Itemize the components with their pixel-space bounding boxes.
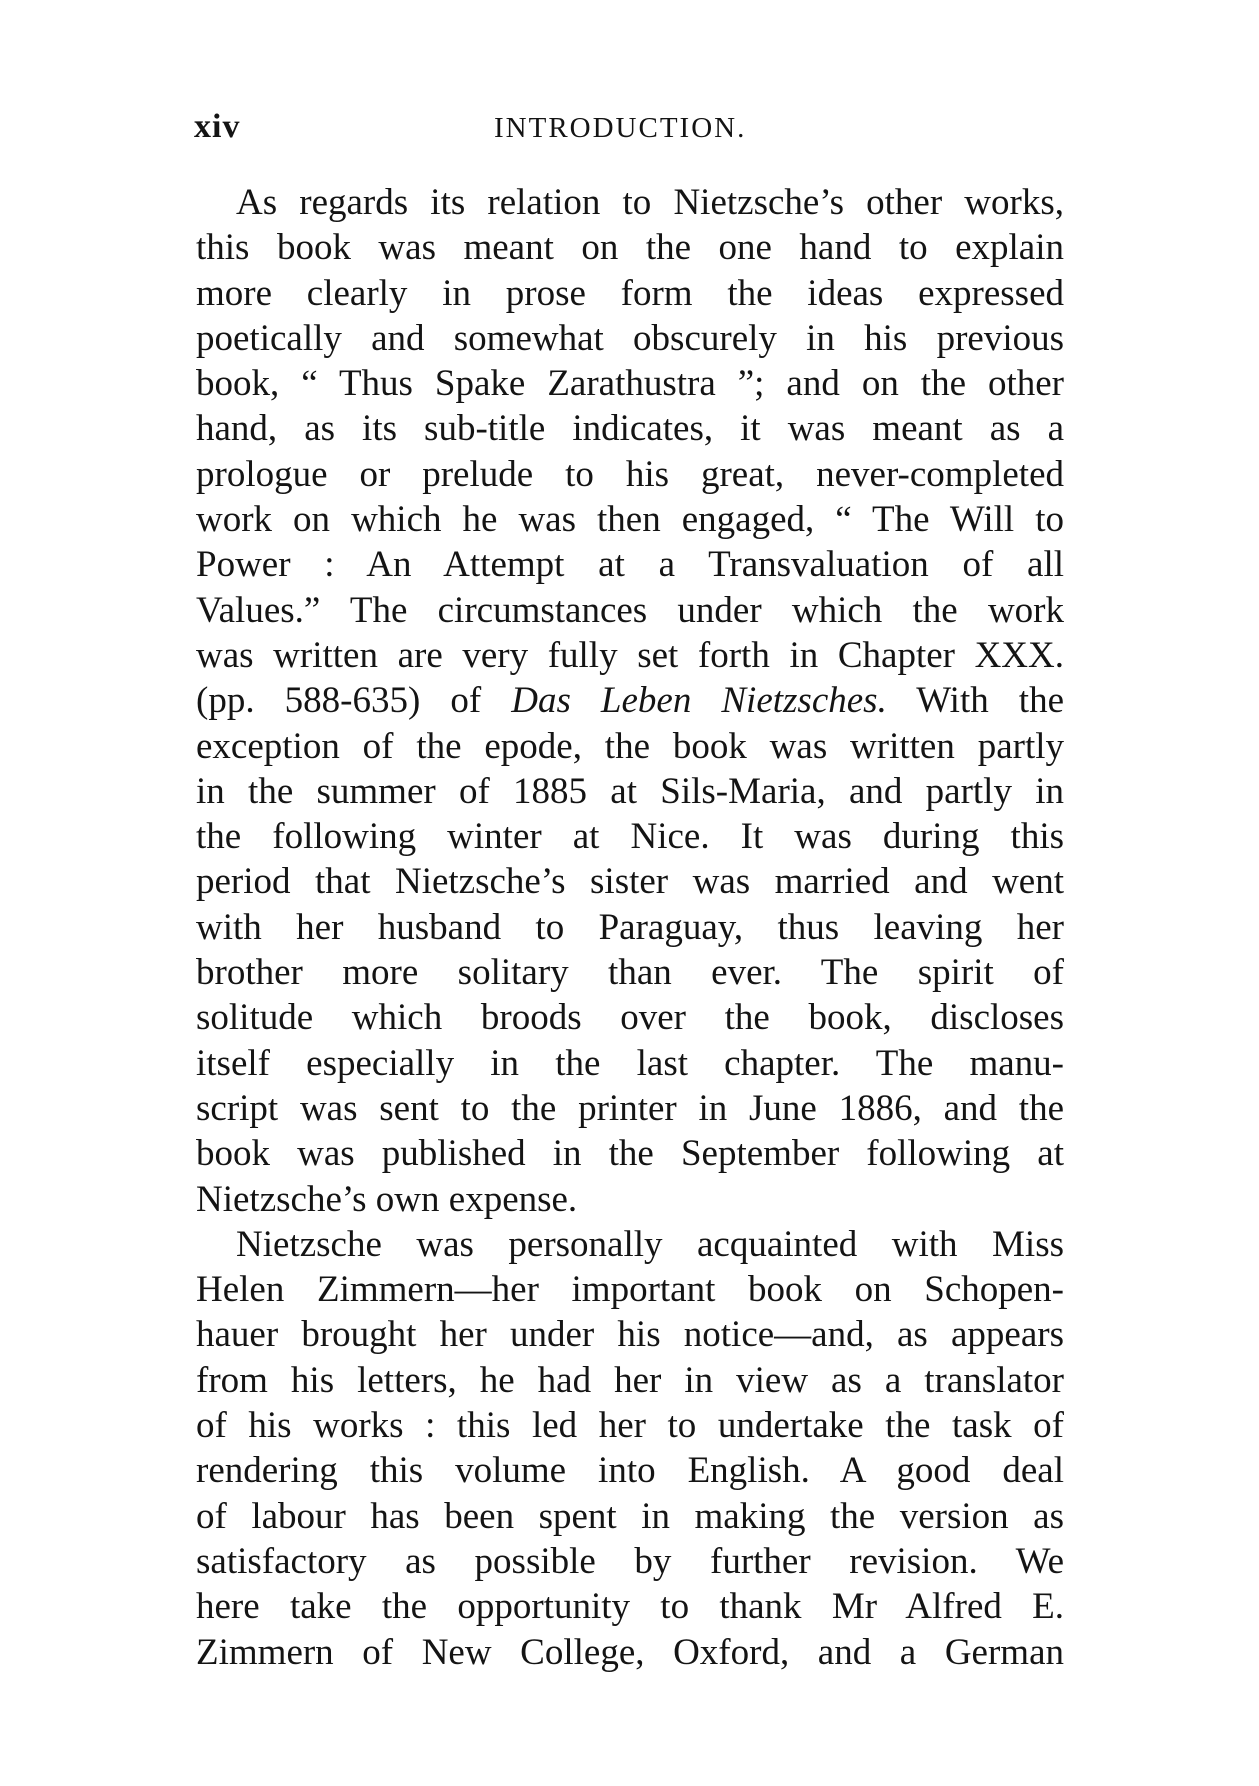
text-line: script was sent to the printer in June 1886, and the <box>196 1087 1064 1129</box>
book-title-italic: Das Leben Nietzsches. <box>511 680 887 722</box>
text-line: was written are very fully set forth in Chapter XXX. <box>196 634 1064 676</box>
text-line: rendering this volume into English. A good deal <box>196 1450 1064 1492</box>
paragraph-2 <box>196 1222 1064 1675</box>
text-line: of labour has been spent in making the version as <box>196 1495 1064 1537</box>
text-line: As regards its relation to Nietzsche’s other works, <box>236 182 1064 223</box>
text-line: work on which he was then engaged, “ The Will to <box>196 499 1064 541</box>
text-line: Nietzsche was personally acquainted with Miss <box>236 1223 1064 1265</box>
text-line: book was published in the September following at <box>196 1133 1064 1175</box>
text-line: more clearly in prose form the ideas expressed <box>196 272 1064 314</box>
paragraph-1 <box>196 180 1064 1222</box>
page-number: xiv <box>194 108 241 145</box>
text-run: (pp. 588-635) of <box>196 680 512 722</box>
text-line: this book was meant on the one hand to explain <box>196 227 1064 269</box>
text-line: the following winter at Nice. It was during this <box>196 816 1064 858</box>
text-line: Values.” The circumstances under which the work <box>196 589 1064 631</box>
text-line-with-italic-title <box>196 678 1064 723</box>
text-line: exception of the epode, the book was written partly <box>196 725 1064 767</box>
text-line: in the summer of 1885 at Sils-Maria, and partly in <box>196 770 1064 812</box>
running-head <box>194 108 1064 148</box>
text-line: from his letters, he had her in view as a translator <box>196 1359 1064 1401</box>
text-line: book, “ Thus Spake Zarathustra ”; and on the other <box>196 363 1064 405</box>
text-line: Helen Zimmern—her important book on Schopen- <box>196 1269 1064 1311</box>
text-line: Zimmern of New College, Oxford, and a German <box>196 1631 1064 1673</box>
text-line: with her husband to Paraguay, thus leaving her <box>196 906 1064 948</box>
text-line: prologue or prelude to his great, never-completed <box>196 453 1064 495</box>
text-line: hand, as its sub-title indicates, it was meant as a <box>196 408 1064 450</box>
running-title: INTRODUCTION. <box>494 112 747 144</box>
text-run: With the <box>886 680 1064 722</box>
text-line: satisfactory as possible by further revision. We <box>196 1540 1064 1582</box>
text-line: period that Nietzsche’s sister was married and went <box>196 861 1064 903</box>
body-text <box>196 180 1064 1675</box>
text-line-last: Nietzsche’s own expense. <box>196 1178 578 1220</box>
text-line: hauer brought her under his notice—and, as appears <box>196 1314 1064 1356</box>
text-line: poetically and somewhat obscurely in his previous <box>196 317 1064 359</box>
text-line: Power : An Attempt at a Transvaluation of all <box>196 544 1064 586</box>
text-line: of his works : this led her to undertake the task of <box>196 1405 1064 1447</box>
text-line: here take the opportunity to thank Mr Alfred E. <box>196 1586 1064 1628</box>
text-line: solitude which broods over the book, discloses <box>196 997 1064 1039</box>
text-line: brother more solitary than ever. The spirit of <box>196 952 1064 994</box>
text-line: itself especially in the last chapter. The manu- <box>196 1042 1064 1084</box>
